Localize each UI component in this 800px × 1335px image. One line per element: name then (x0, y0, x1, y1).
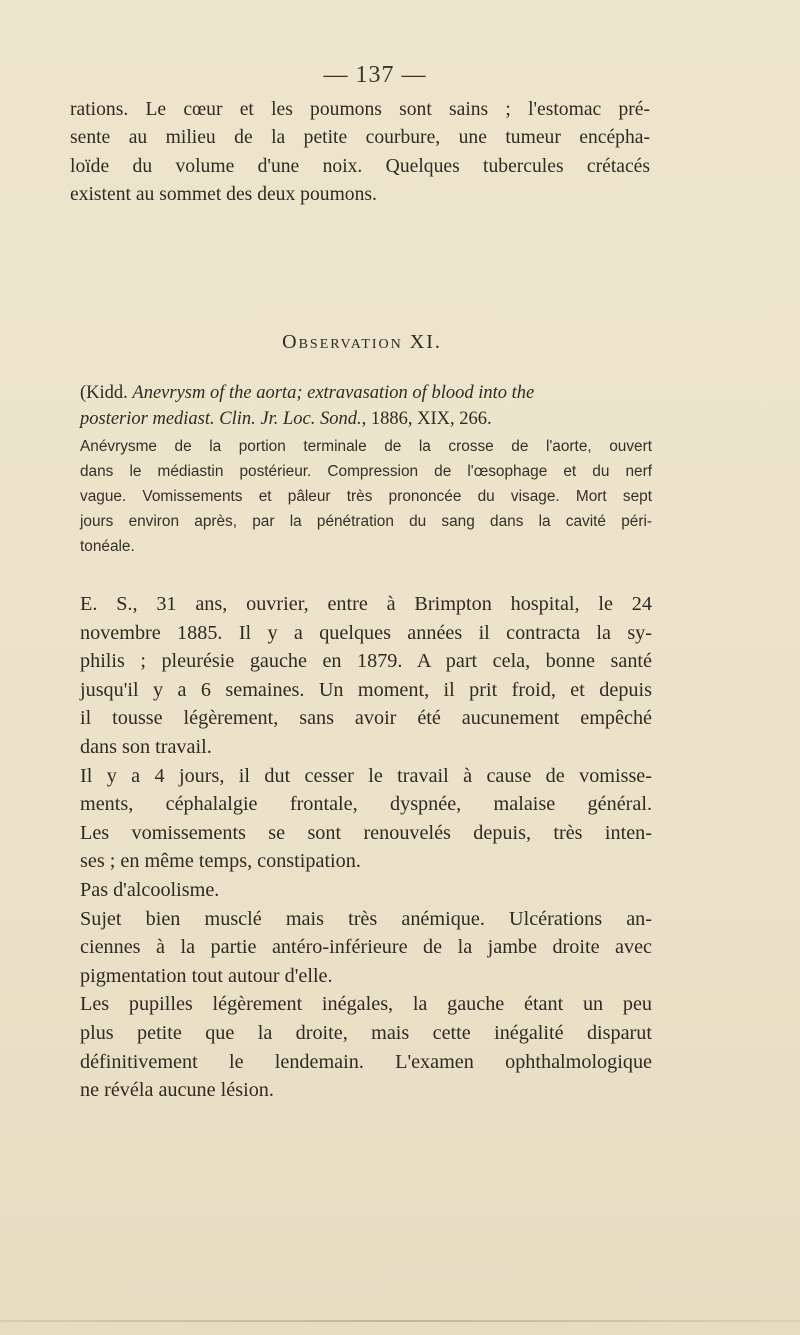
case-body (80, 590, 652, 1105)
citation-ref: , 1886, XIX, 266. (361, 409, 492, 429)
body-paragraph (80, 876, 652, 905)
body-paragraph (80, 762, 652, 876)
citation-prefix: (Kidd. (80, 383, 133, 403)
intro-line: loïde du volume d'une noix. Quelques tubercules crétacés (70, 155, 650, 177)
body-line: définitivement le lendemain. L'examen ophthalmologique (80, 1050, 652, 1073)
summary-line: dans le médiastin postérieur. Compression de l'œsophage et du nerf (80, 463, 652, 480)
page-number: — 137 — (323, 62, 427, 88)
body-line: ne révéla aucune lésion. (80, 1079, 274, 1102)
body-line: Sujet bien musclé mais très anémique. Ulcérations an- (80, 907, 652, 930)
citation-journal: posterior mediast. Clin. Jr. Loc. Sond. (80, 409, 362, 429)
body-line: E. S., 31 ans, ouvrier, entre à Brimpton hospital, le 24 (80, 593, 652, 615)
citation-line-2 (80, 406, 680, 432)
body-line: dans son travail. (80, 735, 212, 758)
intro-line: rations. Le cœur et les poumons sont sains ; l'estomac pré- (70, 99, 650, 120)
body-paragraph (80, 590, 652, 762)
body-line: jusqu'il y a 6 semaines. Un moment, il prit froid, et depuis (80, 678, 652, 701)
body-line: Les pupilles légèrement inégales, la gauche étant un peu (80, 993, 652, 1016)
body-line: ses ; en même temps, constipation. (80, 850, 361, 873)
body-line: plus petite que la droite, mais cette inégalité disparut (80, 1021, 652, 1044)
body-line: ments, céphalalgie frontale, dyspnée, malaise général. (80, 793, 652, 816)
summary-line: tonéale. (80, 538, 135, 555)
observation-summary (80, 434, 652, 559)
body-line: ciennes à la partie antéro-inférieure de la jambe droite avec (80, 936, 652, 959)
body-line: Les vomissements se sont renouvelés depuis, très inten- (80, 821, 652, 844)
observation-heading: Observation XI. (282, 331, 442, 353)
summary-line: vague. Vomissements et pâleur très prononcée du visage. Mort sept (80, 488, 652, 505)
summary-line: jours environ après, par la pénétration du sang dans la cavité péri- (80, 513, 652, 530)
body-line: novembre 1885. Il y a quelques années il contracta la sy- (80, 621, 652, 644)
summary-line: Anévrysme de la portion terminale de la crosse de l'aorte, ouvert (80, 438, 652, 455)
body-line: pigmentation tout autour d'elle. (80, 964, 333, 987)
intro-paragraph (70, 96, 650, 209)
citation-line-1 (80, 380, 680, 406)
body-paragraph (80, 990, 652, 1104)
body-line: philis ; pleurésie gauche en 1879. A part cela, bonne santé (80, 650, 652, 673)
page-bottom-edge (0, 1320, 800, 1322)
body-line: il tousse légèrement, sans avoir été aucunement empêché (80, 707, 652, 730)
citation-title: Anevrysm of the aorta; extravasation of blood into the (132, 383, 535, 403)
intro-line: sente au milieu de la petite courbure, une tumeur encépha- (70, 127, 650, 149)
body-line: Pas d'alcoolisme. (80, 878, 220, 901)
body-paragraph (80, 905, 652, 991)
body-line: Il y a 4 jours, il dut cesser le travail à cause de vomisse- (80, 764, 652, 787)
intro-line: existent au sommet des deux poumons. (70, 183, 377, 205)
observation-citation (80, 380, 680, 432)
